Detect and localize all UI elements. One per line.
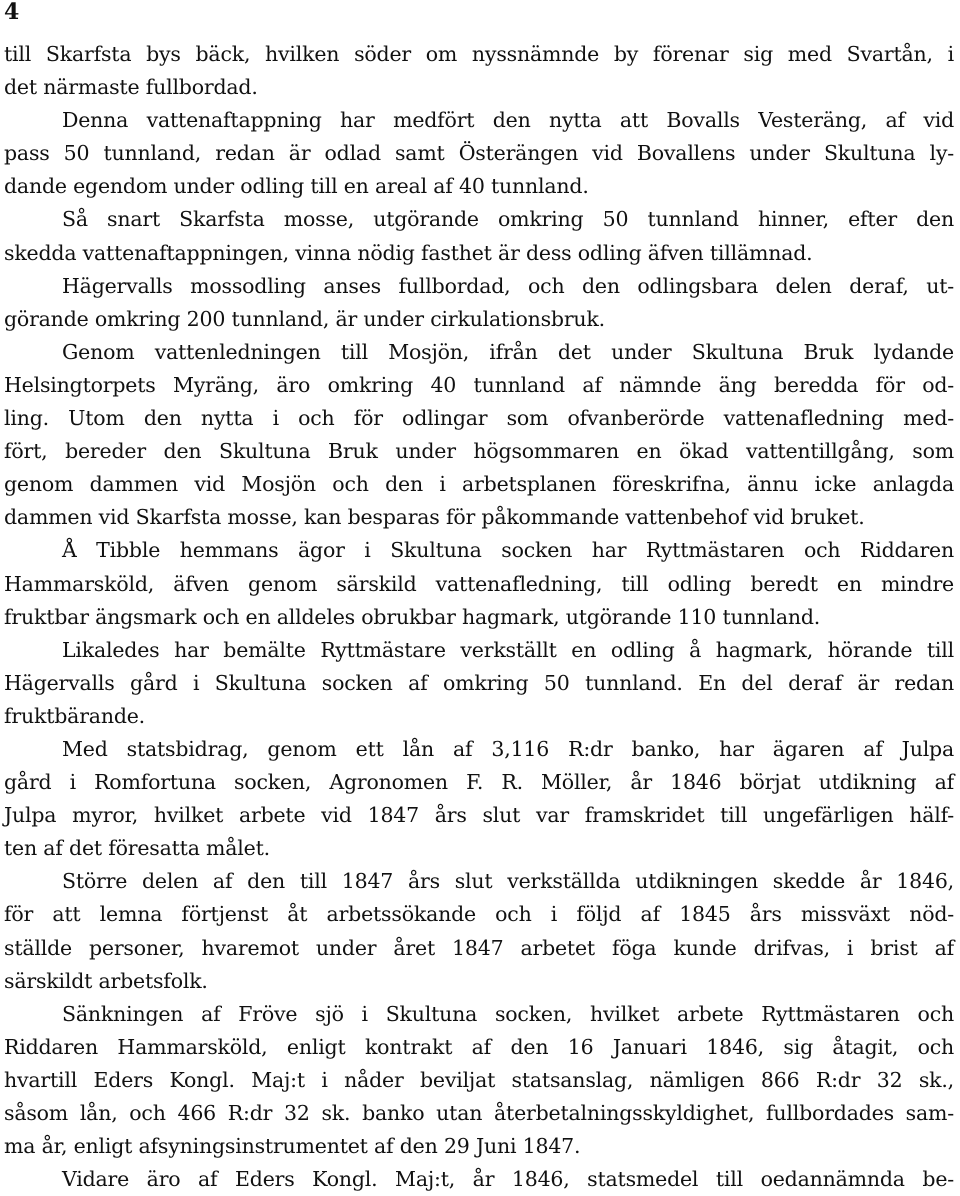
text-line: Med statsbidrag, genom ett lån af 3,116 R:dr banko, har ägaren af Julpa [62, 736, 954, 761]
text-line: Så snart Skarfsta mosse, utgörande omkring 50 tunnland hinner, efter den [62, 207, 954, 232]
text-line: fruktbärande. [4, 703, 145, 728]
text-line: Vidare äro af Eders Kongl. Maj:t, år 1846, statsmedel till oedannämnda be- [62, 1167, 954, 1192]
text-line: Sänkningen af Fröve sjö i Skultuna socken, hvilket arbete Ryttmästaren och [62, 1001, 954, 1026]
text-line: fört, bereder den Skultuna Bruk under högsommaren en ökad vattentillgång, som [4, 439, 954, 464]
text-line: Genom vattenledningen till Mosjön, ifrån det under Skultuna Bruk lydande [62, 339, 954, 364]
text-line: till Skarfsta bys bäck, hvilken söder om nyssnämnde by förenar sig med Svartån, i [4, 42, 954, 66]
text-line: dammen vid Skarfsta mosse, kan besparas för påkommande vattenbehof vid bruket. [4, 505, 865, 530]
text-line: Å Tibble hemmans ägor i Skultuna socken har Ryttmästaren och Riddaren [62, 538, 954, 563]
text-line: ma år, enligt afsyningsinstrumentet af den 29 Juni 1847. [4, 1134, 581, 1159]
text-line: skedda vattenaftappningen, vinna nödig fasthet är dess odling äfven tillämnad. [4, 240, 813, 265]
text-line: pass 50 tunnland, redan är odlad samt Österängen vid Bovallens under Skultuna ly- [4, 141, 954, 166]
text-line: såsom lån, och 466 R:dr 32 sk. banko utan återbetalningsskyldighet, fullbordades sam- [4, 1101, 954, 1125]
text-line: Hägervalls mossodling anses fullbordad, och den odlingsbara delen deraf, ut- [62, 273, 954, 298]
text-line: särskildt arbetsfolk. [4, 968, 208, 993]
text-line: ling. Utom den nytta i och för odlingar som ofvanberörde vattenafledning med- [4, 406, 954, 431]
text-line: Likaledes har bemälte Ryttmästare verkställt en odling å hagmark, hörande till [62, 637, 954, 662]
text-line: det närmaste fullbordad. [4, 75, 258, 100]
text-line: Julpa myror, hvilket arbete vid 1847 års slut var framskridet till ungefärligen hälf- [4, 803, 954, 828]
text-line: dande egendom under odling till en areal af 40 tunnland. [4, 174, 589, 199]
text-line: gård i Romfortuna socken, Agronomen F. R. Möller, år 1846 börjat utdikning af [4, 770, 954, 795]
text-line: Riddaren Hammarsköld, enligt kontrakt af den 16 Januari 1846, sig åtagit, och [4, 1034, 954, 1059]
text-line: ten af det föresatta målet. [4, 836, 270, 861]
text-line: Hägervalls gård i Skultuna socken af omkring 50 tunnland. En del deraf är redan [4, 670, 954, 695]
text-line: ställde personer, hvaremot under året 1847 arbetet föga kunde drifvas, i brist af [4, 935, 954, 960]
text-line: genom dammen vid Mosjön och den i arbetsplanen föreskrifna, ännu icke anlagda [4, 472, 954, 497]
text-line: Helsingtorpets Myräng, äro omkring 40 tunnland af nämnde äng beredda för od- [4, 372, 954, 397]
text-line: hvartill Eders Kongl. Maj:t i nåder beviljat statsanslag, nämligen 866 R:dr 32 sk., [4, 1067, 954, 1092]
text-line: fruktbar ängsmark och en alldeles obrukbar hagmark, utgörande 110 tunnland. [4, 604, 821, 629]
text-line: Hammarsköld, äfven genom särskild vattenafledning, till odling beredt en mindre [4, 571, 954, 596]
body-text [4, 38, 954, 1196]
text-line: Större delen af den till 1847 års slut verkställda utdikningen skedde år 1846, [62, 869, 954, 894]
text-line: Denna vattenaftappning har medfört den nytta att Bovalls Vesteräng, af vid [62, 108, 954, 133]
text-line: görande omkring 200 tunnland, är under cirkulationsbruk. [4, 306, 605, 331]
page-number: 4 [4, 0, 20, 25]
text-line: för att lemna förtjenst åt arbetssökande och i följd af 1845 års missväxt nöd- [4, 902, 954, 927]
